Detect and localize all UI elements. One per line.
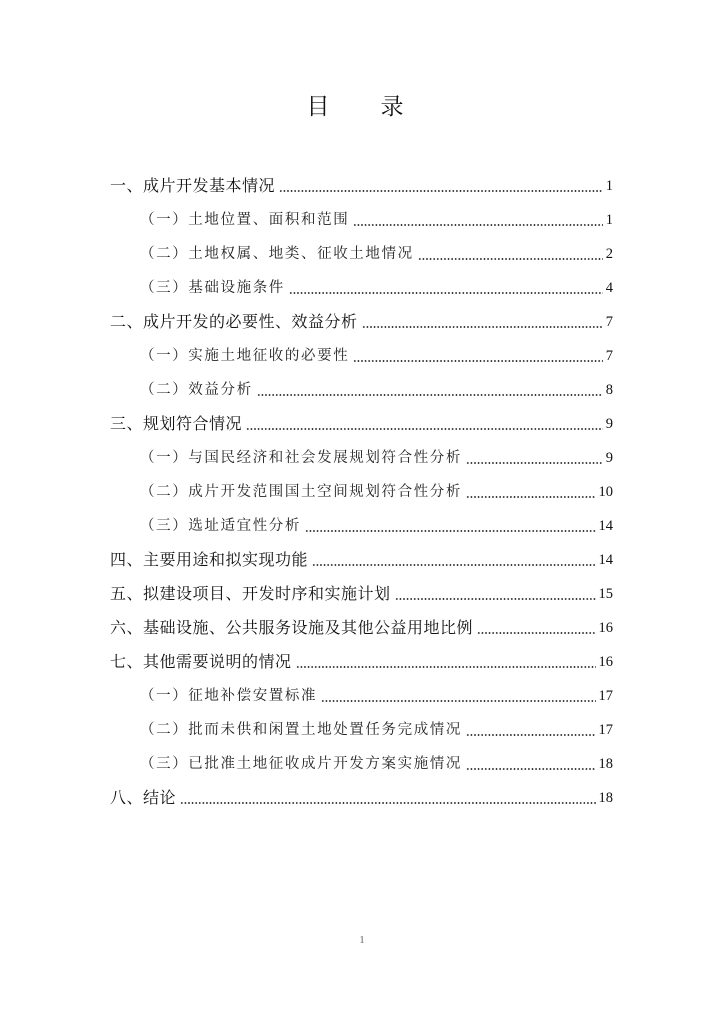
toc-entry-label: 三、规划符合情况 [110, 414, 243, 433]
toc-page-number: 7 [605, 314, 613, 330]
dot-leader [466, 496, 596, 498]
toc-entry-label: （二）效益分析 [140, 382, 253, 398]
toc-chapter-entry [110, 611, 613, 645]
toc-entry-label: （三）基础设施条件 [140, 280, 285, 296]
toc-page-number: 17 [598, 722, 613, 738]
toc-entry-label: 二、成片开发的必要性、效益分析 [110, 312, 358, 331]
toc-page-number: 14 [598, 518, 613, 534]
dot-leader [418, 258, 603, 260]
toc-entry-label: 四、主要用途和拟实现功能 [110, 550, 309, 569]
dot-leader [180, 802, 595, 804]
dot-leader [477, 632, 595, 634]
toc-chapter-entry [110, 169, 613, 203]
toc-page-number: 4 [605, 280, 613, 296]
toc-page-number: 15 [598, 586, 613, 602]
toc-chapter-entry [110, 781, 613, 815]
toc-section-entry [110, 441, 613, 475]
dot-leader [321, 700, 595, 702]
toc-section-entry [110, 237, 613, 271]
toc-page-number: 8 [605, 382, 613, 398]
toc-page-number: 18 [598, 790, 613, 806]
toc-section-entry [110, 373, 613, 407]
toc-chapter-entry [110, 577, 613, 611]
toc-entry-label: （二）土地权属、地类、征收土地情况 [140, 246, 414, 262]
toc-chapter-entry [110, 645, 613, 679]
toc-page-number: 14 [598, 552, 613, 568]
toc-entry-label: 七、其他需要说明的情况 [110, 652, 292, 671]
toc-entry-label: （一）土地位置、面积和范围 [140, 212, 350, 228]
dot-leader [395, 598, 596, 600]
toc-page-number: 9 [605, 450, 613, 466]
toc-entry-label: （二）成片开发范围国土空间规划符合性分析 [140, 484, 462, 500]
toc-page-number: 18 [598, 756, 613, 772]
toc-entry-label: （二）批而未供和闲置土地处置任务完成情况 [140, 722, 462, 738]
toc-chapter-entry [110, 305, 613, 339]
toc-section-entry [110, 509, 613, 543]
toc-entry-label: 八、结论 [110, 788, 177, 807]
toc-page-number: 16 [598, 654, 613, 670]
dot-leader [466, 734, 596, 736]
toc-entry-label: （一）与国民经济和社会发展规划符合性分析 [140, 450, 462, 466]
toc-chapter-entry [110, 543, 613, 577]
toc-section-entry [110, 339, 613, 373]
page-number-footer: 1 [359, 934, 365, 946]
toc-chapter-entry [110, 407, 613, 441]
toc-entry-label: 一、成片开发基本情况 [110, 176, 276, 195]
dot-leader [312, 564, 595, 566]
toc-page-number: 1 [605, 212, 613, 228]
dot-leader [353, 224, 602, 226]
toc-entry-label: （一）征地补偿安置标准 [140, 688, 318, 704]
dot-leader [353, 360, 602, 362]
dot-leader [289, 292, 603, 294]
toc-entry-label: 五、拟建设项目、开发时序和实施计划 [110, 584, 391, 603]
dot-leader [279, 190, 603, 192]
toc-section-entry [110, 747, 613, 781]
toc-entry-label: （三）选址适宜性分析 [140, 518, 301, 534]
dot-leader [246, 428, 603, 430]
dot-leader [466, 768, 596, 770]
toc-entry-label: 六、基础设施、公共服务设施及其他公益用地比例 [110, 618, 474, 637]
dot-leader [466, 462, 603, 464]
toc-entry-label: （一）实施土地征收的必要性 [140, 348, 350, 364]
toc-page-number: 10 [598, 484, 613, 500]
toc-section-entry [110, 679, 613, 713]
toc-page-number: 7 [605, 348, 613, 364]
toc-section-entry [110, 475, 613, 509]
toc-page-number: 17 [598, 688, 613, 704]
toc-section-entry [110, 203, 613, 237]
dot-leader [296, 666, 596, 668]
toc-section-entry [110, 271, 613, 305]
toc-page-number: 16 [598, 620, 613, 636]
toc-page-number: 1 [605, 178, 613, 194]
dot-leader [362, 326, 603, 328]
toc-entry-label: （三）已批准土地征收成片开发方案实施情况 [140, 756, 462, 772]
page-title: 目 录 [306, 94, 418, 120]
dot-leader [305, 530, 596, 532]
dot-leader [257, 394, 603, 396]
toc-page-number: 2 [605, 246, 613, 262]
table-of-contents [110, 169, 613, 815]
toc-section-entry [110, 713, 613, 747]
toc-page-number: 9 [605, 416, 613, 432]
